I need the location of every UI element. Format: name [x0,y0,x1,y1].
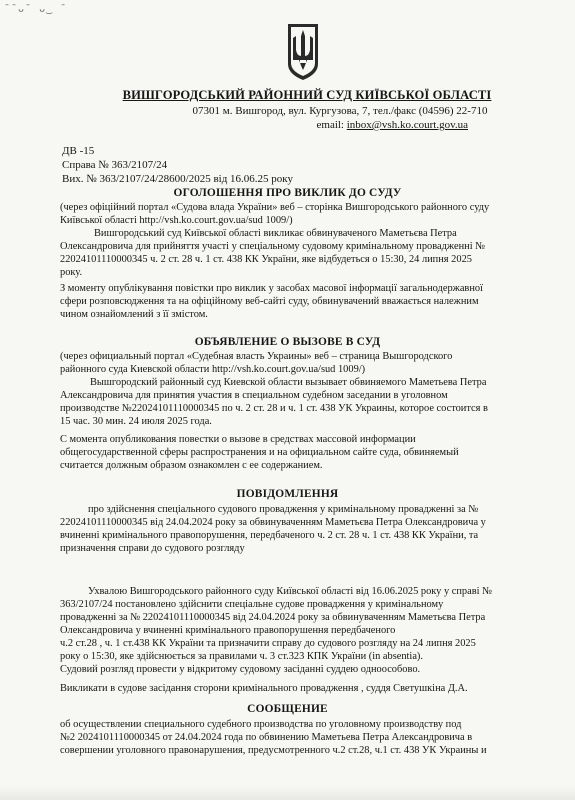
ru-publish-line: считается должным образом ознакомлен с ее содержанием. [60,460,323,471]
ru-body-line: Вышгородский районный суд Киевской области вызывает обвиняемого Маметьева Петра [90,377,487,388]
ua-publish-line: З моменту опублікування повістки про виклик у засобах масової інформації загальнодержавної [60,283,483,294]
ru-notice-body [60,376,552,428]
ua-subject-line: 22024101110000345 від 24.04.2024 року за обвинуваченням Маметьєва Петра Олександровича у [60,517,486,528]
ru-message-line: совершении уголовного правонарушения, предусмотренного ч.2 ст.28, ч.1 ст. 438 УК Украины и [60,745,487,756]
ua-notice-publish [60,282,552,321]
ua-ruling-line: Ухвалою Вишгородського районного суду Київської області від 16.06.2025 року у справі № [88,586,493,597]
open-session-line: Судовий розгляд провести у відкритому судовому засіданні суддею одноособово. [60,664,421,675]
ru-message-body [60,718,552,757]
ua-ruling-line: провадженні за № 22024101110000345 від 24.04.2024 року за обвинуваченням Маметьєва Петра [60,612,486,623]
ua-message-title: ПОВІДОМЛЕННЯ [236,488,339,500]
ua-via-line: (через офіційний портал «Судова влада України» веб – сторінка Вишгородського районного суду [60,202,490,213]
ua-subject-line: про здійснення спеціального судового провадження у кримінальному провадженні за № [88,504,479,515]
ru-message-title: СООБЩЕНИЕ [247,703,328,715]
ru-via-line: районного суда Киевской области http://vsh.ko.court.gov.ua/sud 1009/) [60,364,366,375]
ua-publish-line: чином ознайомлений з її змістом. [60,309,208,320]
ru-notice-publish [60,433,552,472]
ru-publish-line: С момента опубликования повестки о вызове в средствах массовой информации [60,434,416,445]
ua-ruling-line: року о 15:30, яке здійснюється за правилами ч. 3 ст.323 КПК України (in absentia). [60,651,423,662]
ua-body-line: року. [60,267,83,278]
court-email-line [160,119,520,131]
ru-publish-line: общегосударственной сферы распространения и на официальном сайте суда, обвиняемый [60,447,459,458]
ua-body-line: Олександровича для прийняття участі у спеціальному судовому кримінальному провадженні № [60,241,486,252]
ua-via-line: Київської області http://vsh.ko.court.gov.ua/sud 1009/) [60,215,293,226]
ua-ruling-line: Олександровича у вчиненні кримінального правопорушення передбаченого [60,625,396,636]
ua-body-line: 22024101110000345 ч. 2 ст. 28 ч. 1 ст. 438 КК України, яке відбудеться о 15:30, 24 липня 2025 [60,254,472,265]
ua-ruling-line: 363/2107/24 постановлено здійснити спеціальне судове провадження у кримінальному [60,599,444,610]
outgoing-number: Вих. № 363/2107/24/28600/2025 від 16.06.25 року [62,173,293,185]
ua-ruling-line: ч.2 ст.28 , ч. 1 ст.438 КК України та призначити справу до судового розгляду на 24 липня 2025 [60,638,476,649]
ua-subject-line: призначення справи до судового розгляду [60,543,245,554]
scan-bottom-edge [0,786,575,800]
ru-body-line: производстве №22024101110000345 по ч. 2 ст. 28 и ч. 1 ст. 438 УК Украины, которое состоится в [60,403,488,414]
ua-notice-body [60,227,552,279]
summon-line: Викликати в судове засідання сторони кримінального провадження , суддя Светушкіна Д.А. [60,683,468,694]
ua-publish-line: сфери розповсюдження та на офіційному веб-сайті суду, обвинувачений вважається належним [60,296,479,307]
coat-of-arms-icon [285,22,321,82]
ua-notice-via [60,201,552,227]
ua-message-subject [60,503,552,555]
ru-notice-title: ОБЪЯВЛЕНИЕ О ВЫЗОВЕ В СУД [194,336,381,348]
email-link[interactable]: inbox@vsh.ko.court.gov.ua [346,119,468,131]
dv-number: ДВ -15 [62,145,95,157]
ru-notice-via [60,350,552,376]
ru-via-line: (через официальный портал «Судебная власть Украины» веб – страница Вышгородского [60,351,453,362]
ru-message-line: №2 2024101110000345 от 24.04.2024 года по обвинению Маметьева Петра Александровича в [60,732,473,743]
ua-subject-line: вчиненні кримінального правопорушення, передбаченого ч. 2 ст. 28 ч. 1 ст. 438 КК України, та [60,530,479,541]
ru-body-line: Александровича для принятия участия в специальном судебном заседании в уголовном [60,390,448,401]
court-address: 07301 м. Вишгород, вул. Кургузова, 7, тел./факс (04596) 22-710 [192,105,488,117]
ua-body-line: Вишгородський суд Київської області викликає обвинуваченого Маметьєва Петра [94,228,457,239]
ru-body-line: 15 час. 30 мин. 24 июля 2025 года. [60,416,212,427]
ua-notice-title: ОГОЛОШЕННЯ ПРО ВИКЛИК ДО СУДУ [173,187,402,199]
ru-message-line: об осуществлении специального судебного производства по уголовному производству под [60,719,462,730]
email-label: email: [316,119,344,131]
case-number: Справа № 363/2107/24 [62,159,168,171]
scan-corner-mark: ˉˉᴗˉ ᴗ‿ ˉ [4,4,68,15]
court-name: ВИШГОРОДСЬКИЙ РАЙОННИЙ СУД КИЇВСЬКОЇ ОБЛАСТІ [122,88,492,102]
ua-message-ruling [60,585,552,676]
